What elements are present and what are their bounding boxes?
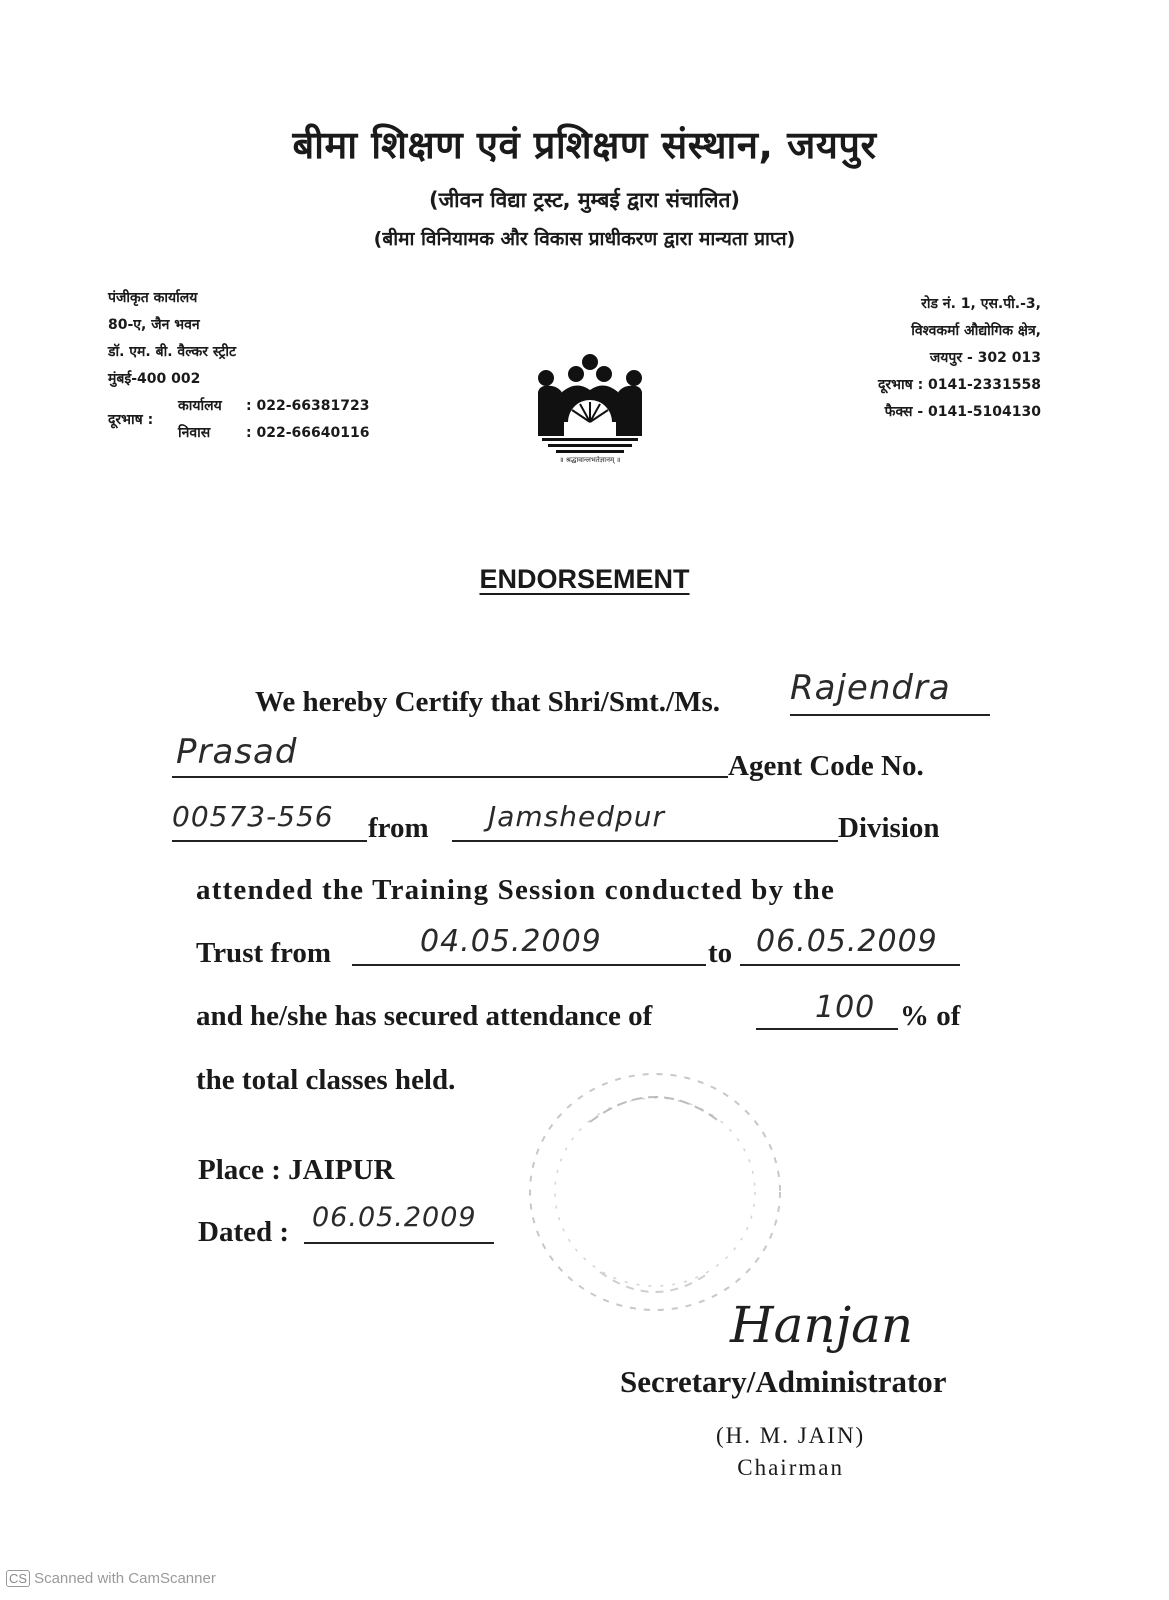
- handwritten-attendance: 100: [815, 990, 876, 1025]
- agent-code-underline: [172, 840, 367, 842]
- residence-phone-label: निवास: [178, 425, 211, 441]
- date-from-underline: [352, 964, 706, 966]
- institute-subtitle-recognition: (बीमा विनियामक और विकास प्राधीकरण द्वारा मान्यता प्राप्त): [373, 228, 796, 250]
- address-line: मुंबई-400 002: [108, 371, 201, 387]
- handwritten-agent-code: 00573-556: [172, 800, 334, 833]
- handwritten-date-to: 06.05.2009: [756, 924, 938, 959]
- jaipur-phone: दूरभाष : 0141-2331558: [877, 377, 1041, 393]
- certify-text: We hereby Certify that Shri/Smt./Ms.: [255, 686, 721, 718]
- address-line: डॉ. एम. बी. वैल्कर स्ट्रीट: [108, 344, 237, 360]
- handwritten-signature: Hanjan: [730, 1296, 914, 1354]
- attendance-underline: [756, 1028, 898, 1030]
- handwritten-first-name: Rajendra: [790, 668, 951, 708]
- handwritten-last-name: Prasad: [176, 732, 298, 772]
- agent-code-label: Agent Code No.: [728, 750, 924, 782]
- office-phone: : 022-66381723: [246, 398, 370, 414]
- dated-underline: [304, 1242, 494, 1244]
- from-label: from: [368, 812, 429, 844]
- trust-from-label: Trust from: [196, 937, 332, 969]
- address-line: 80-ए, जैन भवन: [108, 317, 200, 333]
- handwritten-division: Jamshedpur: [488, 800, 666, 833]
- registered-office-label: पंजीकृत कार्यालय: [108, 290, 198, 306]
- institute-subtitle-trust: (जीवन विद्या ट्रस्ट, मुम्बई द्वारा संचालित): [428, 188, 741, 212]
- signatory-title: Secretary/Administrator: [620, 1364, 947, 1399]
- percent-of-label: % of: [900, 1000, 961, 1032]
- document-heading: [0, 564, 1169, 595]
- attended-text: attended the Training Session conducted by the: [196, 874, 836, 906]
- attendance-text: and he/she has secured attendance of: [196, 1000, 653, 1032]
- name-underline: [790, 714, 990, 716]
- address-line: विश्वकर्मा औद्योगिक क्षेत्र,: [911, 323, 1041, 339]
- name-underline: [172, 776, 728, 778]
- institute-title: बीमा शिक्षण एवं प्रशिक्षण संस्थान, जयपुर: [292, 123, 877, 167]
- division-label: Division: [838, 812, 940, 844]
- phone-label: दूरभाष :: [108, 412, 154, 428]
- division-underline: [452, 840, 838, 842]
- endorsement-title: ENDORSEMENT: [479, 564, 690, 594]
- registered-office-address: [108, 285, 236, 393]
- total-classes-text: the total classes held.: [196, 1064, 456, 1096]
- handwritten-date-from: 04.05.2009: [420, 924, 602, 959]
- emblem-motto: ॥ श्रद्धावान्लभतेज्ञानम् ॥: [559, 456, 621, 464]
- address-line: रोड नं. 1, एस.पी.-3,: [921, 296, 1041, 312]
- place-label: Place : JAIPUR: [198, 1154, 395, 1186]
- office-phone-label: कार्यालय: [178, 398, 222, 414]
- signatory-role: Chairman: [737, 1455, 844, 1480]
- to-label: to: [708, 937, 733, 969]
- dated-label: Dated :: [198, 1216, 290, 1248]
- address-line: जयपुर - 302 013: [929, 350, 1041, 366]
- jaipur-office-address: [878, 291, 1041, 426]
- residence-phone: : 022-66640116: [246, 425, 370, 441]
- institute-seal-stamp: [520, 1062, 790, 1322]
- signatory-name: (H. M. JAIN): [716, 1423, 866, 1448]
- signatory-name-block: [716, 1420, 865, 1484]
- scanner-watermark: [6, 1570, 216, 1587]
- handwritten-dated: 06.05.2009: [312, 1202, 477, 1233]
- institute-emblem-icon: [528, 352, 652, 472]
- scanner-text: Scanned with CamScanner: [34, 1570, 216, 1587]
- date-to-underline: [740, 964, 960, 966]
- jaipur-fax: फैक्स - 0141-5104130: [884, 404, 1041, 420]
- camscanner-icon: CS: [6, 1570, 30, 1587]
